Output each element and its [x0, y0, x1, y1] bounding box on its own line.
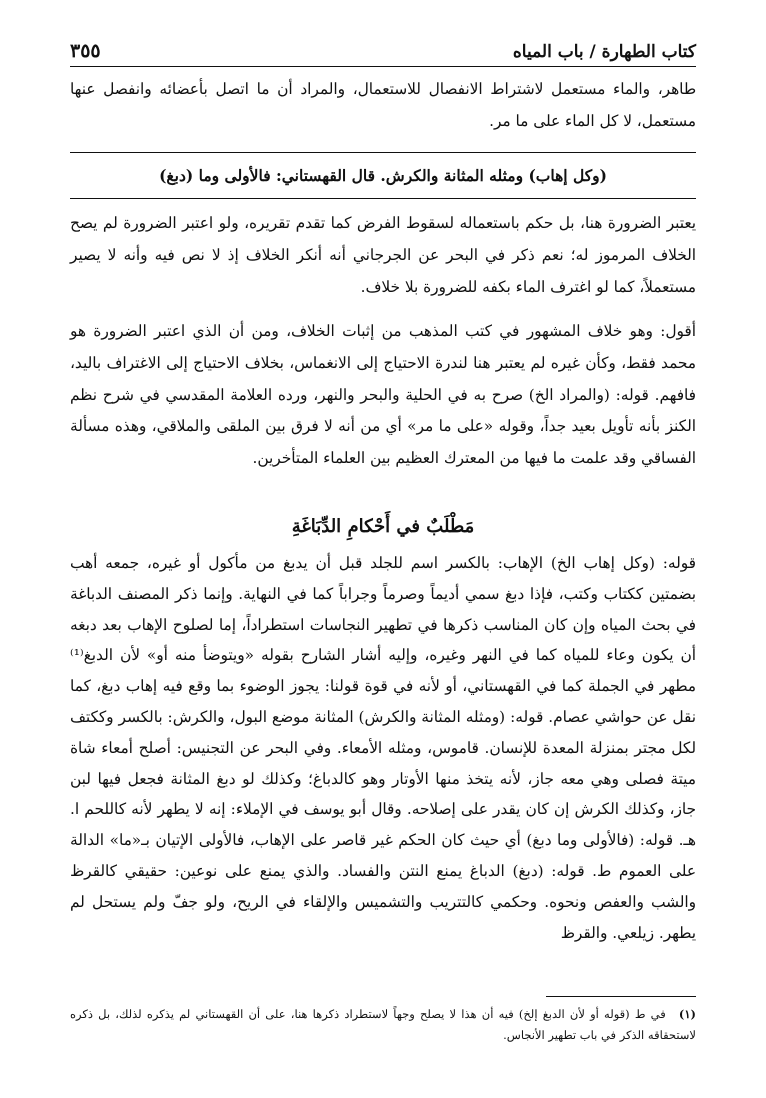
matn-line: (وكل إهاب) ومثله المثانة والكرش. قال القهستاني: فالأولى وما (دبغ)	[159, 165, 607, 185]
paragraph-1-block	[70, 74, 696, 138]
page-header	[70, 30, 696, 67]
paragraph-2-block	[70, 208, 696, 303]
footnotes	[70, 1004, 696, 1046]
footnote-divider	[546, 996, 696, 997]
matn-text	[82, 155, 684, 195]
paragraph-4: قوله: (وكل إهاب الخ) الإهاب: بالكسر اسم للجلد قبل أن يدبغ من مأكول أو غيره، جمعه أهب بضمتين ككتاب وكتب، فإذا دبغ سمي أديماً وصرماً وجراباً كما في النهاية. وإنما ذكر المصنف الدباغة في بحث المياه وإن كان المناسب ذكرها في تطهير النجاسات استطراداً، إما لصلوح الإهاب بعد دبغه أن يكون وعاء للمياه كما في النهر وغيره، وإليه أشار الشارح بقوله «ويتوضأ منه أو» لأن الدبغ⁽¹⁾ مطهر في الجملة كما في القهستاني، أو لأنه في قوة قولنا: يجوز الوضوء بما وقع فيه إهاب دبغ، كما نقل عن حواشي عصام. قوله: (ومثله المثانة والكرش) المثانة موضع البول، والكرش: بالكسر وككتف لكل مجتر بمنزلة المعدة للإنسان. قاموس، ومثله الأمعاء. وفي البحر عن التجنيس: أصلح أمعاء شاة ميتة فصلى وهي معه جاز، لأنه يتخذ منها الأوتار وهو كالدباغ؛ وكذلك لو دبغ المثانة فجعل فيها لبن جاز، وكذلك الكرش إن كان يقدر على إصلاحه. وقال أبو يوسف في الإملاء: إنه لا يطهر لأنه كاللحم ا. هـ. قوله: (فالأولى وما دبغ) أي حيث كان الحكم غير قاصر على الإهاب، فالأولى الإتيان بـ«ما» الدالة على العموم ط. قوله: (دبغ) الدباغ يمنع النتن والفساد. والذي يمنع على نوعين: حقيقي كالقرظ والشب والعفص ونحوه. وحكمي كالتتريب والتشميس والإلقاء في الريح، ولو جفّ ولم يستحل لم يطهر. زيلعي. والقرظ	[70, 554, 696, 942]
footnote-1	[70, 1004, 696, 1046]
footnote-number: (١)	[678, 1007, 696, 1021]
matn-rule-top	[70, 152, 696, 153]
section-title	[70, 508, 696, 544]
matn-rule-bottom	[70, 198, 696, 199]
paragraph-3-block	[70, 316, 696, 475]
footnote-text: في ط (قوله أو لأن الدبغ إلخ) فيه أن هذا لا يصلح وجهاً لاستطراد ذكرها هنا، على أن القهستاني لم يذكره لذلك، بل ذكره لاستحقاقه الذكر في باب تطهير الأنجاس.	[70, 1007, 696, 1042]
paragraph-1: طاهر، والماء مستعمل لاشتراط الانفصال للاستعمال، والمراد أن ما اتصل بأعضائه وانفصل عنها مستعمل، لا كل الماء على ما مر.	[70, 80, 696, 130]
paragraph-2: يعتبر الضرورة هنا، بل حكم باستعماله لسقوط الفرض كما تقدم تقريره، ولو اعتبر الضرورة لم يصح الخلاف المرموز له؛ نعم ذكر في البحر عن الجرجاني أنه أنكر الخلاف إذ لا نص فيه وأنه لا يصير مستعملاً، كما لو اغترف الماء بكفه للضرورة بلا خلاف.	[70, 214, 696, 296]
section-title-text: مَطْلَبٌ في أَحْكامِ الدِّبَاغَةِ	[291, 515, 475, 537]
running-title: كتاب الطهارة / باب المياه	[512, 42, 696, 62]
page-number: ٣٥٥	[70, 40, 101, 62]
paragraph-4-block	[70, 548, 696, 948]
paragraph-3: أقول: وهو خلاف المشهور في كتب المذهب من إثبات الخلاف، ومن أن الذي اعتبر الضرورة هو محمد فقط، وكأن غيره لم يعتبر هنا لندرة الاحتياج إلى الانغماس، بخلاف الاحتياج إلى الاغتراف باليد، فافهم. قوله: (والمراد الخ) صرح به في الحلية والبحر والنهر، ورده العلامة المقدسي في شرح نظم الكنز بأنه تأويل بعيد جداً، وقوله «على ما مر» أي من أنه لا فرق بين الملقى والملاقي، وهذه مسألة الفساقي وقد علمت ما فيها من المعترك العظيم بين العلماء المتأخرين.	[70, 322, 696, 468]
